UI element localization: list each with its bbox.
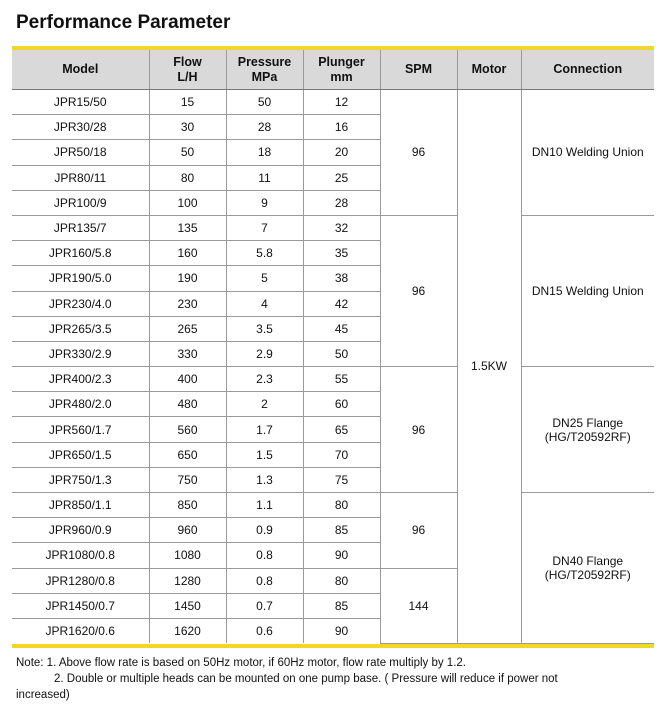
flow-cell: 50: [149, 140, 226, 165]
spm-cell: 96: [380, 90, 457, 216]
plunger-cell: 80: [303, 568, 380, 593]
page-title: Performance Parameter: [16, 12, 231, 33]
column-header: [457, 50, 521, 90]
table-row: [12, 215, 654, 240]
plunger-cell: 28: [303, 190, 380, 215]
plunger-cell: 20: [303, 140, 380, 165]
motor-cell: 1.5KW: [457, 90, 521, 644]
flow-cell: 80: [149, 165, 226, 190]
flow-cell: 850: [149, 493, 226, 518]
spm-cell: 96: [380, 367, 457, 493]
notes: [16, 655, 656, 703]
header-row: [12, 50, 654, 90]
pressure-cell: 28: [226, 115, 303, 140]
pressure-cell: 2: [226, 392, 303, 417]
column-header-label: SPM: [404, 62, 433, 76]
note-line-1: Note: 1. Above flow rate is based on 50Hz motor, if 60Hz motor, flow rate multiply by 1.2.: [16, 657, 466, 669]
pressure-cell: 9: [226, 190, 303, 215]
pressure-cell: 1.7: [226, 417, 303, 442]
model-cell: JPR230/4.0: [12, 291, 149, 316]
pressure-cell: 5.8: [226, 241, 303, 266]
model-cell: JPR30/28: [12, 115, 149, 140]
model-cell: JPR330/2.9: [12, 341, 149, 366]
table-header: [12, 50, 654, 90]
flow-cell: 100: [149, 190, 226, 215]
flow-cell: 265: [149, 316, 226, 341]
plunger-cell: 85: [303, 518, 380, 543]
flow-cell: 750: [149, 467, 226, 492]
flow-cell: 650: [149, 442, 226, 467]
column-header: [303, 50, 380, 90]
flow-cell: 15: [149, 90, 226, 115]
model-cell: JPR50/18: [12, 140, 149, 165]
pressure-cell: 18: [226, 140, 303, 165]
connection-type: DN10 Welding Union: [531, 145, 644, 160]
plunger-cell: 60: [303, 392, 380, 417]
connection-cell: [521, 493, 654, 644]
performance-table: [12, 50, 654, 644]
table-bottom-bar: [12, 644, 654, 648]
connection-cell: [521, 90, 654, 216]
plunger-cell: 90: [303, 543, 380, 568]
model-cell: JPR100/9: [12, 190, 149, 215]
plunger-cell: 70: [303, 442, 380, 467]
model-cell: JPR850/1.1: [12, 493, 149, 518]
connection-type: DN15 Welding Union: [531, 284, 644, 298]
model-cell: JPR160/5.8: [12, 241, 149, 266]
model-cell: JPR480/2.0: [12, 392, 149, 417]
pressure-cell: 3.5: [226, 316, 303, 341]
pressure-cell: 50: [226, 90, 303, 115]
flow-cell: 1280: [149, 568, 226, 593]
model-cell: JPR650/1.5: [12, 442, 149, 467]
pressure-cell: 0.7: [226, 593, 303, 618]
flow-cell: 560: [149, 417, 226, 442]
model-cell: JPR190/5.0: [12, 266, 149, 291]
model-cell: JPR750/1.3: [12, 467, 149, 492]
model-cell: JPR960/0.9: [12, 518, 149, 543]
pressure-cell: 0.6: [226, 618, 303, 643]
spm-cell: 96: [380, 493, 457, 569]
plunger-cell: 50: [303, 341, 380, 366]
column-header-unit: mm: [330, 69, 353, 84]
pressure-cell: 0.9: [226, 518, 303, 543]
flow-cell: 1080: [149, 543, 226, 568]
spm-cell: 96: [380, 215, 457, 366]
plunger-cell: 55: [303, 367, 380, 392]
column-header: [226, 50, 303, 90]
flow-cell: 1620: [149, 618, 226, 643]
column-header: [12, 50, 149, 90]
plunger-cell: 45: [303, 316, 380, 341]
note-line-2: 2. Double or multiple heads can be mounted on one pump base. ( Pressure will reduce if power not: [54, 673, 558, 685]
connection-standard: (HG/T20592RF): [544, 567, 631, 582]
pressure-cell: 1.1: [226, 493, 303, 518]
column-header: [380, 50, 457, 90]
pressure-cell: 5: [226, 266, 303, 291]
table-row: [12, 493, 654, 518]
flow-cell: 30: [149, 115, 226, 140]
column-header-label: Pressure: [237, 54, 292, 69]
plunger-cell: 25: [303, 165, 380, 190]
column-header-label: Model: [62, 62, 99, 76]
plunger-cell: 80: [303, 493, 380, 518]
plunger-cell: 42: [303, 291, 380, 316]
flow-cell: 480: [149, 392, 226, 417]
pressure-cell: 7: [226, 215, 303, 240]
plunger-cell: 85: [303, 593, 380, 618]
column-header-label: Connection: [553, 62, 623, 76]
model-cell: JPR1080/0.8: [12, 543, 149, 568]
connection-standard: (HG/T20592RF): [544, 429, 631, 444]
column-header: [149, 50, 226, 90]
flow-cell: 160: [149, 241, 226, 266]
plunger-cell: 75: [303, 467, 380, 492]
model-cell: JPR400/2.3: [12, 367, 149, 392]
column-header-label: Motor: [471, 62, 507, 76]
flow-cell: 1450: [149, 593, 226, 618]
plunger-cell: 38: [303, 266, 380, 291]
plunger-cell: 16: [303, 115, 380, 140]
connection-cell: [521, 215, 654, 366]
plunger-cell: 35: [303, 241, 380, 266]
flow-cell: 190: [149, 266, 226, 291]
column-header-label: Plunger: [318, 54, 365, 69]
model-cell: JPR1450/0.7: [12, 593, 149, 618]
flow-cell: 960: [149, 518, 226, 543]
performance-table-wrapper: [12, 46, 654, 648]
connection-type: DN40 Flange: [552, 553, 624, 568]
pressure-cell: 2.9: [226, 341, 303, 366]
spm-cell: 144: [380, 568, 457, 643]
table-row: [12, 90, 654, 115]
column-header-unit: L/H: [177, 69, 198, 84]
pressure-cell: 11: [226, 165, 303, 190]
column-header-label: Flow: [173, 54, 202, 69]
table-row: [12, 367, 654, 392]
connection-type: DN25 Flange: [552, 415, 624, 430]
plunger-cell: 32: [303, 215, 380, 240]
table-body: [12, 90, 654, 644]
pressure-cell: 1.5: [226, 442, 303, 467]
pressure-cell: 1.3: [226, 467, 303, 492]
flow-cell: 135: [149, 215, 226, 240]
pressure-cell: 2.3: [226, 367, 303, 392]
plunger-cell: 90: [303, 618, 380, 643]
flow-cell: 400: [149, 367, 226, 392]
connection-cell: [521, 367, 654, 493]
plunger-cell: 12: [303, 90, 380, 115]
flow-cell: 230: [149, 291, 226, 316]
note-line-3: increased): [16, 689, 70, 701]
column-header-unit: MPa: [251, 69, 278, 84]
model-cell: JPR265/3.5: [12, 316, 149, 341]
pressure-cell: 0.8: [226, 568, 303, 593]
model-cell: JPR1280/0.8: [12, 568, 149, 593]
model-cell: JPR135/7: [12, 215, 149, 240]
flow-cell: 330: [149, 341, 226, 366]
pressure-cell: 0.8: [226, 543, 303, 568]
model-cell: JPR1620/0.6: [12, 618, 149, 643]
model-cell: JPR15/50: [12, 90, 149, 115]
column-header: [521, 50, 654, 90]
plunger-cell: 65: [303, 417, 380, 442]
pressure-cell: 4: [226, 291, 303, 316]
model-cell: JPR560/1.7: [12, 417, 149, 442]
model-cell: JPR80/11: [12, 165, 149, 190]
